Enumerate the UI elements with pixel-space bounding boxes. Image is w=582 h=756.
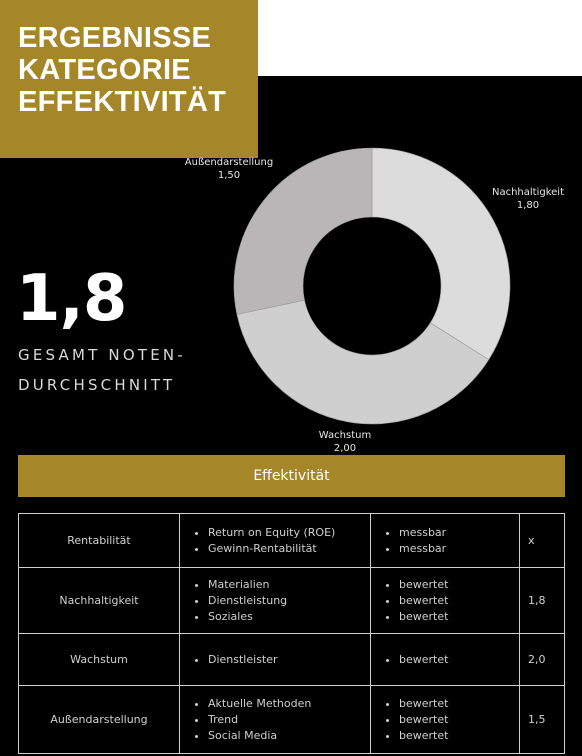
row-grade: 1,5 [520, 686, 565, 754]
row-grade: 2,0 [520, 634, 565, 686]
table-row [19, 686, 565, 754]
table-row [19, 634, 565, 686]
list-item: • Social Media [208, 728, 370, 744]
table-row [19, 568, 565, 634]
list-item: • Dienstleister [208, 652, 370, 668]
table-row [19, 514, 565, 568]
overall-score: 1,8 [16, 262, 127, 336]
list-item: • bewertet [399, 577, 519, 593]
slice-value-wachstum: 2,00 [333, 443, 357, 454]
list-item: • bewertet [399, 609, 519, 625]
list-item: • Soziales [208, 609, 370, 625]
row-category: Nachhaltigkeit [19, 568, 180, 634]
list-item: • bewertet [399, 652, 519, 668]
list-item: • messbar [399, 525, 519, 541]
slice-value-nachhaltigkeit: 1,80 [516, 200, 540, 211]
slice-label-außendarstellung: Außendarstellung [184, 157, 274, 168]
title-line-1: ERGEBNISSE [18, 22, 212, 54]
row-category: Rentabilität [19, 514, 180, 568]
list-item: • bewertet [399, 712, 519, 728]
slice-label-wachstum: Wachstum [318, 430, 372, 441]
row-evaluations [371, 568, 520, 634]
row-evaluations [371, 634, 520, 686]
list-item: • Trend [208, 712, 370, 728]
row-grade: 1,8 [520, 568, 565, 634]
row-category: Wachstum [19, 634, 180, 686]
list-item: • bewertet [399, 593, 519, 609]
row-evaluations [371, 686, 520, 754]
row-items [180, 514, 371, 568]
title-line-3: EFFEKTIVITÄT [18, 86, 227, 118]
row-items [180, 568, 371, 634]
donut-slice-außendarstellung [234, 148, 372, 314]
slice-value-außendarstellung: 1,50 [217, 170, 241, 181]
results-table [18, 513, 565, 754]
title-line-2: KATEGORIE [18, 54, 191, 86]
overall-score-label: GESAMT NOTEN-DURCHSCHNITT [18, 346, 186, 394]
row-items [180, 634, 371, 686]
list-item: • Aktuelle Methoden [208, 696, 370, 712]
row-items [180, 686, 371, 754]
list-item: • Materialien [208, 577, 370, 593]
section-band: Effektivität [18, 455, 565, 497]
list-item: • Dienstleistung [208, 593, 370, 609]
list-item: • Gewinn-Rentabilität [208, 541, 370, 557]
list-item: • messbar [399, 541, 519, 557]
list-item: • bewertet [399, 728, 519, 744]
list-item: • bewertet [399, 696, 519, 712]
row-category: Außendarstellung [19, 686, 180, 754]
donut-slice-nachhaltigkeit [372, 148, 510, 360]
list-item: • Return on Equity (ROE) [208, 525, 370, 541]
slice-label-nachhaltigkeit: Nachhaltigkeit [491, 187, 565, 198]
row-evaluations [371, 514, 520, 568]
row-grade: x [520, 514, 565, 568]
